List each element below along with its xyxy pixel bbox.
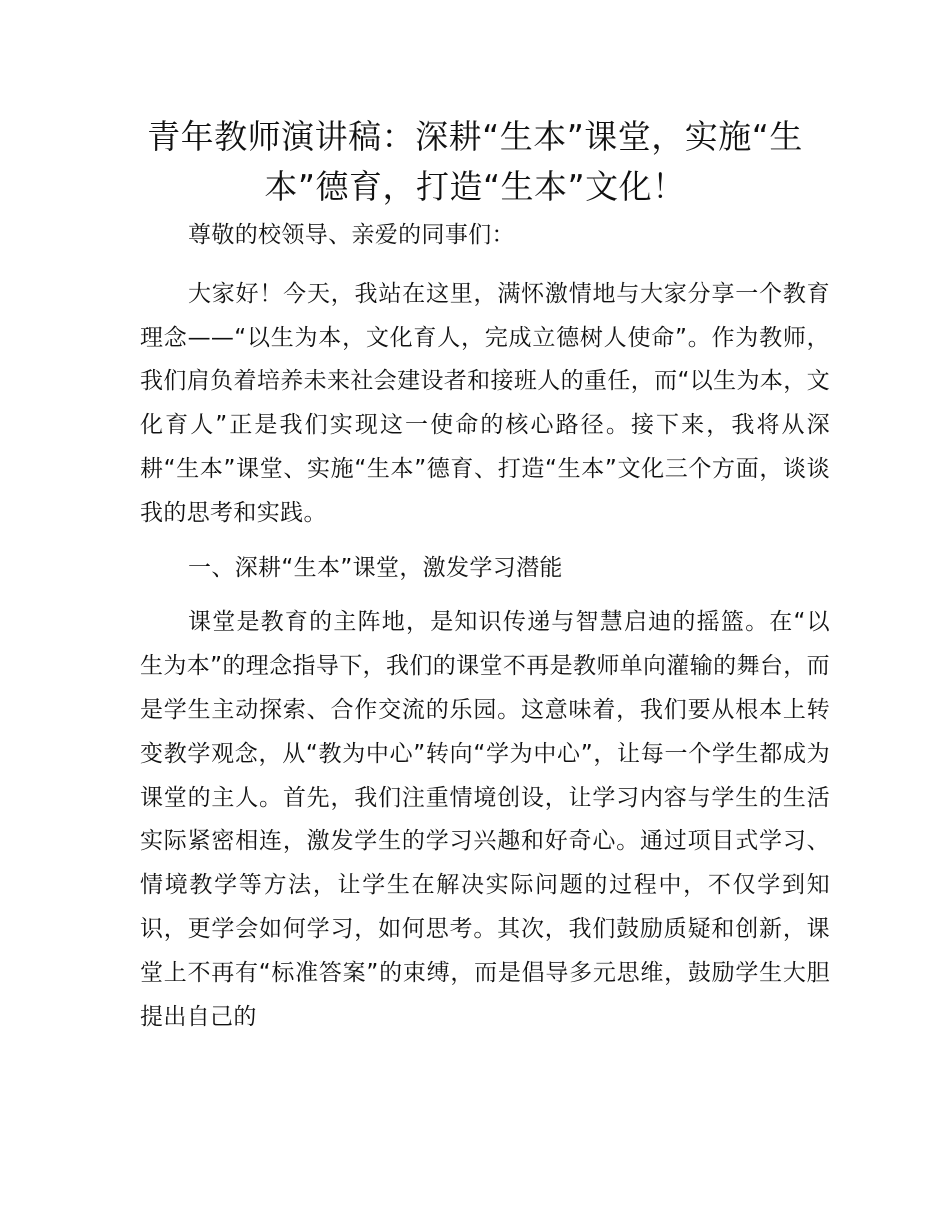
- intro-paragraph: 大家好！今天，我站在这里，满怀激情地与大家分享一个教育理念——“以生为本，文化育人，完成立德树人使命”。作为教师，我们肩负着培养未来社会建设者和接班人的重任，而“以生为本，文化育人”正是我们实现这一使命的核心路径。接下来，我将从深耕“生本”课堂、实施“生本”德育、打造“生本”文化三个方面，谈谈我的思考和实践。: [140, 280, 830, 526]
- classroom-paragraph: 课堂是教育的主阵地，是知识传递与智慧启迪的摇篮。在“以生为本”的理念指导下，我们的课堂不再是教师单向灌输的舞台，而是学生主动探索、合作交流的乐园。这意味着，我们要从根本上转变教学观念，从“教为中心”转向“学为中心”，让每一个学生都成为课堂的主人。首先，我们注重情境创设，让学习内容与学生的生活实际紧密相连，激发学生的学习兴趣和好奇心。通过项目式学习、情境教学等方法，让学生在解决实际问题的过程中，不仅学到知识，更学会如何学习，如何思考。其次，我们鼓励质疑和创新，课堂上不再有“标准答案”的束缚，而是倡导多元思维，鼓励学生大胆提出自己的: [140, 609, 830, 1030]
- document-body: [140, 214, 830, 1050]
- salutation-paragraph: 尊敬的校领导、亲爱的同事们：: [188, 222, 515, 248]
- document-title: 青年教师演讲稿：深耕“生本”课堂，实施“生本”德育，打造“生本”文化！: [147, 117, 803, 206]
- section-heading: 一、深耕“生本”课堂，激发学习潜能: [188, 554, 563, 581]
